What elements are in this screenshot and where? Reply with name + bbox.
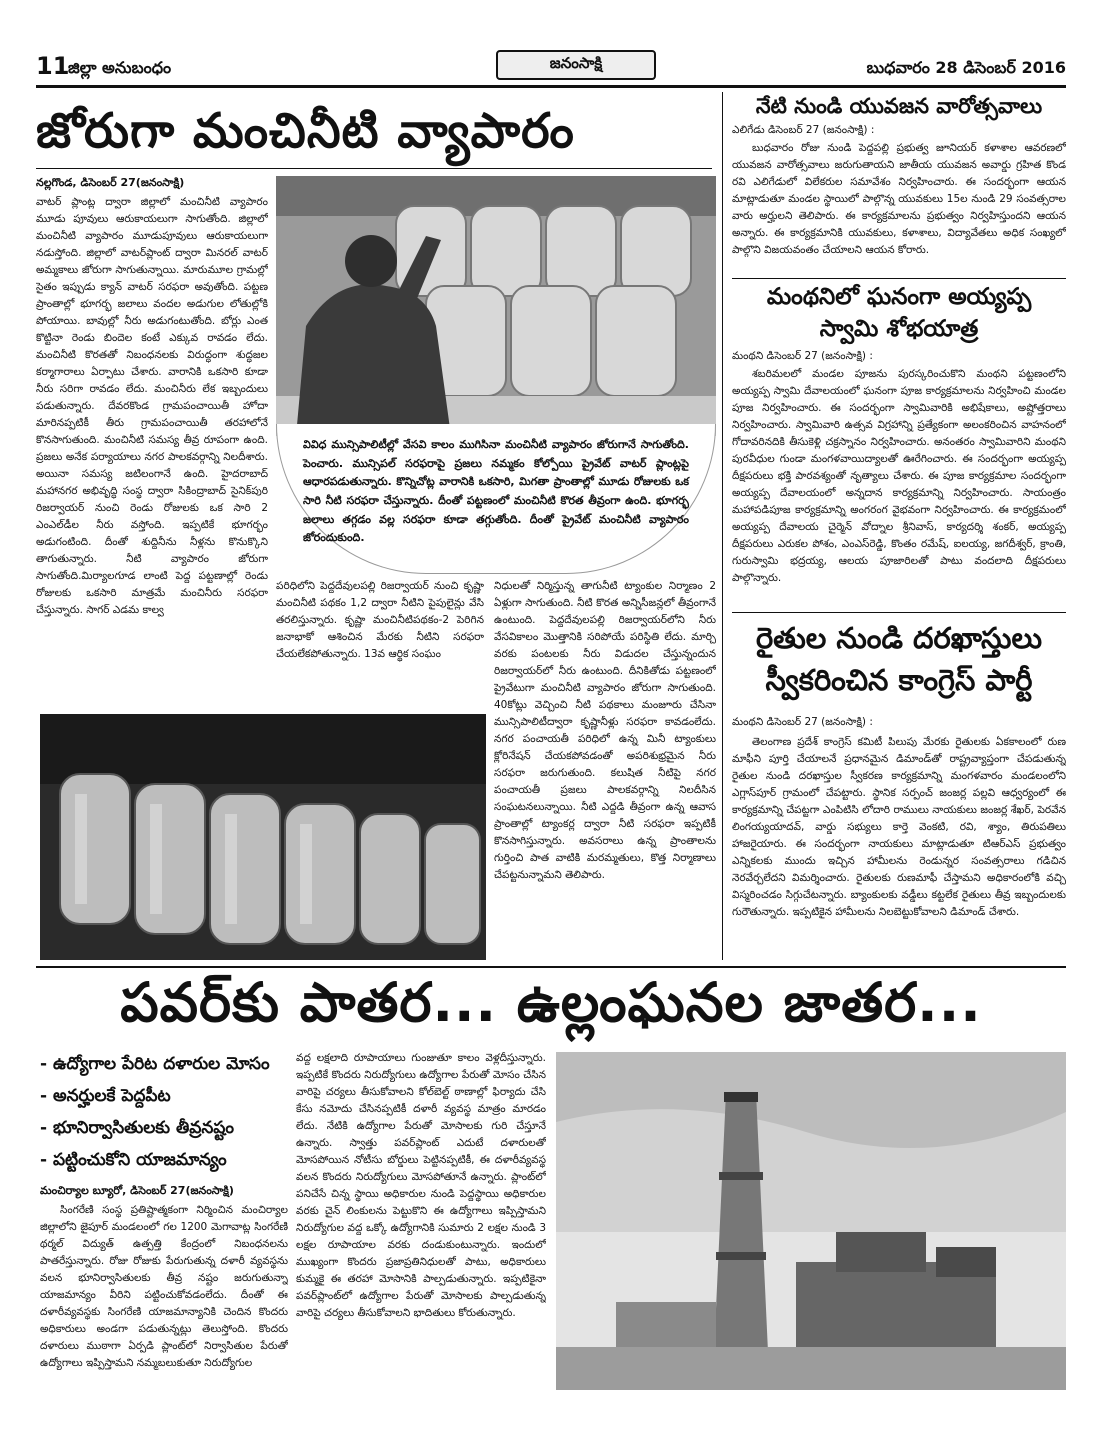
logo-text: జనంసాక్షి bbox=[549, 54, 603, 72]
water-cans-photo bbox=[276, 176, 716, 436]
bullet-item: - అనర్హులకే పెద్దపీట bbox=[40, 1086, 171, 1106]
masthead-logo bbox=[496, 50, 656, 80]
section-name: జిల్లా అనుబంధం bbox=[68, 58, 172, 77]
divider bbox=[36, 966, 1066, 968]
ayyappa-headline-line2: స్వామి శోభయాత్ర bbox=[819, 316, 979, 342]
ayyappa-text: శబరిమలలో మండల పూజను పురస్కరించుకొని మంథని పట్టణంలోని అయ్యప్ప స్వామి దేవాలయంలో ఘనంగా పూజ కార్యక్రమాలను నిర్వహించి మండల పూజ నిర్వహించారు. ఈ సందర్భంగా స్వామివారికి అభిషేకాలు, అష్టోత్తరాలు నిర్వహించారు. స్వామివారి ఉత్సవ విగ్రహాన్ని ప్రత్యేకంగా అలంకరించిన వాహనంలో గోదావరినదికి తీసుకెళ్లి చక్రస్నానం నిర్వహించారు. అనంతరం స్వామివారిని మంథని పురవీధుల గుండా మంగళవాయిద్యాలతో ఊరేగించారు. ఈ సందర్భంగా అయ్యప్ప దీక్షపరులు భక్తి పారవశ్యంతో నృత్యాలు చేశారు. ఈ పూజ కార్యక్రమాల సందర్భంగా అయ్యప్ప దేవాలయంలో అన్నదాన కార్యక్రమాన్ని నిర్వహించారు. సాయంత్రం మహాపడిపూజ కార్యక్రమాన్ని అంగరంగ వైభవంగా నిర్వహించారు. ఈ కార్యక్రమంలో అయ్యప్ప దేవాలయ చైర్మెన్ వోద్నాల శ్రీనివాస్, కార్యదర్శి శంకర్, అయ్యప్ప దీక్షపరులు ఎరుకల పోశం, ఎంఎస్‌రెడ్డి, కొంతం రమేష్, ఐలయ్య, జగదీశ్వర్, క్రాంతి, గురుస్వామి భద్రయ్య, ఆలయ పూజారిలతో పాటు వందలాది దీక్షపరులు పాల్గొన్నారు. bbox=[732, 368, 1066, 584]
congress-headline-line1: రైతుల నుండి దరఖాస్తులు bbox=[755, 621, 1043, 655]
water-col3: నిధులతో నిర్మిస్తున్న తాగునీటి ట్యాంకుల నిర్మాణం 2 ఏళ్లుగా సాగుతుంది. నీటి కొరత అన్నిసీజన్లలో తీవ్రంగానే ఉంటుంది. పెద్దదేవులపల్లి రిజర్వాయర్‌లోని నీరు వేసవికాలం మొత్తానికి సరిపోయే పరిస్థితి లేదు. మార్చి వరకు పంటలకు నీరు విడుదల చేస్తున్నందున రిజర్వాయర్‌లో నీరు ఉంటుంది. దీనికితోడు పట్టణంలో ప్రైవేటుగా మంచినీటి వ్యాపారం జోరుగా సాగుతుంది. 40కోట్లు వెచ్చించి నీటి పథకాలు మంజూరు చేసినా మున్సిపాలిటీద్వారా కృష్ణానీళ్లు సరఫరా కావడంలేదు. నగర పంచాయతీ పరిధిలో ఉన్న మినీ ట్యాంకులు క్లోరినేషన్ చేయకపోవడంతో అపరిశుభ్రమైన నీరు సరఫరా జరుగుతుంది. కలుషిత నీటిపై నగర పంచాయతీ ప్రజలు పాలకవర్గాన్ని నిలదీసిన సంఘటనలున్నాయి. నీటి ఎద్దడి తీవ్రంగా ఉన్న ఆవాస ప్రాంతాల్లో ట్యాంకర్ల ద్వారా నీటి సరఫరా ఇప్పటికీ కొనసాగిస్తున్నారు. అవసరాలు ఉన్న ప్రాంతాలను గుర్తించి పాత వాటికి మరమ్మతులు, కొత్త నిర్మాణాలు చేపట్టనున్నామని తెలిపారు. bbox=[494, 580, 716, 881]
power-headline: పవర్‌కు పాతర... ఉల్లంఘనల జాతర... bbox=[120, 971, 982, 1034]
youth-text: బుధవారం రోజు నుండి పెద్దపల్లి ప్రభుత్వ జూనియర్ కళాశాల ఆవరణలో యువజన వారోత్సవాలు జరుగుతాయని జాతీయ యువజన అవార్డు గ్రహిత కొండ రవి ఎలిగేడులో విలేకరుల సమావేశం నిర్వహించారు. ఈ సందర్భంగా ఆయన మాట్లాడుతూ మండల స్థాయిలో పాల్గొన్న యువకులు 15ల నుండి 29 సంవత్సరాల వారు అర్హులని తెలిపారు. ఈ కార్యక్రమాలను ప్రభుత్వం నిర్వహిస్తుందని ఆయన అన్నారు. ఈ కార్యక్రమానికి యువకులు, కళాశాలు, విద్యావేతలు అధిక సంఖ్యలో పాల్గొని విజయవంతం చేయాలని ఆయన కోరారు. bbox=[732, 142, 1066, 256]
bullet-item: - ఉద్యోగాల పేరిట దళారుల మోసం bbox=[40, 1054, 270, 1074]
ayyappa-dateline: మంథని డిసెంబర్ 27 (జనంసాక్షి) : bbox=[732, 350, 873, 362]
water-headline: జోరుగా మంచినీటి వ్యాపారం bbox=[36, 103, 575, 159]
divider bbox=[732, 612, 1066, 613]
issue-date: బుధవారం 28 డిసెంబర్ 2016 bbox=[866, 58, 1066, 77]
bullet-item: - భూనిర్వాసితులకు తీవ్రనష్టం bbox=[40, 1118, 235, 1138]
water-col1: వాటర్ ప్లాంట్ల ద్వారా జిల్లాలో మంచినీటి వ్యాపారం మూడు పూవులు ఆరుకాయలుగా సాగుతోంది. జిల్లాలో మంచినీటి వ్యాపారం మూడుపూవులు ఆరుకాయలుగా నడుస్తోంది. జిల్లాలో వాటర్‌ప్లాంట్ ద్వారా మినరల్ వాటర్ అమ్మకాలు జోరుగా సాగుతున్నాయి. మారుమూల గ్రామల్లో సైతం ఇప్పుడు క్యాన్ వాటర్ సరఫరా అవుతోంది. పట్టణ ప్రాంతాల్లో భూగర్భ జలాలు వందల అడుగుల లోతుల్లోకి పోయాయి. బావుల్లో నీరు అడుగంటుతోంది. బోర్లు ఎంత కొట్టినా రెండు బిందెల కంటే ఎక్కువ రావడం లేదు. మంచినీటి కొరతతో నిబంధనలకు విరుద్ధంగా శుద్ధజల కర్మాగారాలు ఏర్పాటు చేశారు. వారానికి ఒకసారి కూడా నీరు సరిగా రావడం లేదు. మంచినీరు లేక ఇబ్బందులు పడుతున్నారు. దేవరకొండ గ్రామపంచాయితీ హోదా మారినప్పటికీ తీరు గ్రామపంచాయితీ తరహాలోనే కొనసాగుతుంది. మంచినీటి సమస్య తీవ్ర రూపంగా ఉంది. ప్రజలు అనేక పర్యాయాలు నగర పాలకవర్గాన్ని నిలదీశారు. అయినా సమస్య జటిలంగానే ఉంది. హైదరాబాద్ మహానగర అభివృద్ధి సంస్థ ద్వారా సికింద్రాబాద్ సైనిక్‌పురి రిజర్వాయర్ నుంచి రెండు రోజులకు ఒక సారి 2 ఎంఎల్‌డీల నీరు వస్తోంది. ఇప్పటికే భూగర్భం అడుగంటింది. దీంతో శుద్దినీను నీళ్లను కొనుక్కొని తాగుతున్నారు. నీటి వ్యాపారం జోరుగా సాగుతోంది.మిర్యాలగూడ లాంటి పెద్ద పట్టణాల్లో రెండు రోజులకు ఒకసారి మాత్రమే మంచినీరు సరఫరా చేస్తున్నారు. సాగర్ ఎడమ కాల్వ bbox=[36, 196, 268, 616]
water-col2: పరిధిలోని పెద్దదేవులపల్లి రిజర్వాయర్ నుంచి కృష్ణా మంచినీటి పథకం 1,2 ద్వారా నీటిని పైపులైన్లు వేసి తరలిస్తున్నారు. కృష్ణా మంచినీటిపథకం-2 పెరిగిన జనాభాకో ఆశించిన మేరకు నీటిని సరఫరా చేయలేకపోతున్నారు. 13వ ఆర్థిక సంఘం bbox=[276, 580, 484, 660]
page-header bbox=[36, 48, 1066, 88]
congress-text: తెలంగాణ ప్రదేశ్ కాంగ్రెస్ కమిటీ పిలుపు మేరకు రైతులకు ఏకకాలంలో రుణ మాఫీని పూర్తి చేయాలనే ప్రధానమైన డిమాండ్‌తో రాష్ట్రవ్యాప్తంగా చేపడుతున్న రైతుల నుండి దరఖాస్తుల స్వీకరణ కార్యక్రమాన్ని మంగళవారం మండలంలోని ఎగ్లాస్‌పూర్ గ్రామంలో చేపట్టారు. స్థానిక సర్పంచ్ జంజర్ల పల్లవి ఆధ్వర్యంలో ఈ కార్యక్రమాన్ని చేపట్టగా ఎంపిటిసి లోదారి రాములు నాయకులు జంజర్ల శేఖర్, పెరవేన లింగయ్యయాదవ్, వార్డు సభ్యులు కార్తె వెంకటి, రవి, శ్యాం, తిరుపతిలు హాజరైయారు. ఈ సందర్భంగా నాయకులు మాట్లాడుతూ టిఆర్ఎస్ ప్రభుత్వం ఎన్నికలకు ముందు ఇచ్చిన హామీలను రెండున్నర సంవత్సరాలు గడిచిన నెరవేర్చలేదని విమర్శించారు. రైతులకు రుణమాఫీ చేస్తామని అధికారంలోకి వచ్చి విస్మరించడం సిగ్గుచేటన్నారు. బ్యాంకులకు వడ్డీలు కట్టలేక రైతులు తీవ్ర ఇబ్బందులకు గురౌతున్నారు. ఇప్పటికైన హామీలను నిలబెట్టుకోవాలని డిమాండ్ చేశారు. bbox=[732, 736, 1066, 918]
water-callout bbox=[276, 424, 716, 574]
ayyappa-headline-line1: మంథనిలో ఘనంగా అయ్యప్ప bbox=[766, 284, 1032, 310]
water-plant-photo bbox=[40, 714, 486, 960]
water-dateline: నల్లగొండ, డిసెంబర్ 27(జనంసాక్షి) bbox=[36, 176, 185, 189]
bullet-item: - పట్టించుకోని యాజమాన్యం bbox=[40, 1150, 227, 1170]
youth-dateline: ఎలిగేడు డిసెంబర్ 27 (జనంసాక్షి) : bbox=[732, 124, 875, 136]
power-col2: వద్ద లక్షలాది రూపాయాలు గుంజుతూ కాలం వెళ్లదీస్తున్నారు. ఇప్పటికే కొందరు నిరుద్యోగులు ఉద్యోగాల పేరుతో మోసం చేసిన వారిపై చర్యలు తీసుకోవాలని కోల్‌బెల్ట్ ఠాణాల్లో ఫిర్యాదు చేసి కేసు నమోదు చేసినప్పటికీ దళారీ వ్యవస్థ మాత్రం మారడం లేదు. నేటికి ఉద్యోగాల పేరుతో మోసాలకు గురి చేస్తూనే ఉన్నారు. స్వాత్తు పవర్‌ప్లాంట్ ఎదుటే దళారులతో మోసపోయిన నోటీసు బోర్డులు పెట్టినప్పటికీ, ఈ దళారీవ్యవస్థ వలన కొందరు నిరుద్యోగులు మోసపోతూనే ఉన్నారు. ప్లాంట్‌లో పనిచేసే చిన్న స్థాయి అధికారుల నుండి పెద్దస్థాయి అధికారుల వరకు చైన్ లింకులను పెట్టుకొని ఈ ఉద్యోగాలు ఇప్పిస్తామని నిరుద్యోగుల వద్ద ఒక్కో ఉద్యోగానికి సుమారు 2 లక్షల నుండి 3 లక్షల రూపాయాల వరకు దండుకుంటున్నారు. ఇందులో ముఖ్యంగా కొందరు ప్రజాప్రతినిధులతో పాటు, అధికారులు కుమ్మకై ఈ తరహా మోసానికి పాల్పడుతున్నారు. ఇప్పటికైనా పవర్‌ప్లాంట్‌లో ఉద్యోగాల పేరుతో మోసాలకు పాల్పడుతున్న వారిపై చర్యలు తీసుకోవాలని భాదితులు కోరుతున్నారు. bbox=[296, 1052, 546, 1319]
page-number: 11 bbox=[36, 52, 70, 80]
power-bullets bbox=[40, 1054, 290, 1182]
column-divider bbox=[722, 92, 723, 960]
divider bbox=[36, 168, 712, 169]
divider bbox=[732, 278, 1066, 279]
congress-dateline: మంథని డిసెంబర్ 27 (జనంసాక్షి) : bbox=[732, 716, 873, 728]
congress-headline-line2: స్వీకరించిన కాంగ్రెస్ పార్టీ bbox=[765, 663, 1033, 697]
power-col1: సింగరేణి సంస్థ ప్రతిష్టాత్మకంగా నిర్మించిన మంచిర్యాల జిల్లాలోని జైపూర్ మండలంలో గల 1200 మెగావాట్ల సింగరేణి థర్మల్ విద్యుత్ ఉత్పత్తి కేంద్రంలో నిబంధనలను పాతరేస్తున్నారు. రోజు రోజుకు పేరుగుతున్న దళారీ వ్యవస్థను వలన భూనిర్వాసితులకు తీవ్ర నష్టం జరుగుతున్నా యాజమాన్యం వీరిని పట్టించుకోవడంలేదు. దీంతో ఈ దళారీవ్యవస్థకు సింగరేణి యాజమాన్యానికి చెందిన కొందరు అధికారులు అండగా పడుతున్నట్లు తెలుస్తోంది. కొందరు దళారులు ముఠాగా ఏర్పడి ప్లాంట్‌లో నిర్వాసితుల పేరుతో ఉద్యోగాలు ఇప్పిస్తామని నమ్మబలుకుతూ నిరుద్యోగుల bbox=[40, 1204, 288, 1369]
callout-text: వివిధ మున్సిపాలిటీల్లో వేసవి కాలం ముగిసినా మంచినీటి వ్యాపారం జోరుగానే సాగుతోంది. పెంచారు. మున్సిపల్ సరఫరాపై ప్రజలు నమ్మకం కోల్పోయి ప్రైవేట్ వాటర్ ప్లాంట్లపై ఆధారపడుతున్నారు. కొన్నిచోట్ల వారానికి ఒకసారి, మిగతా ప్రాంతాల్లో మూడు రోజులకు ఒక సారి నీటి సరఫరా చేస్తున్నారు. దీంతో పట్టణంలో మంచినీటి కొరత తీవ్రంగా ఉంది. భూగర్భ జలాలు తగ్గడం వల్ల సరఫరా కూడా తగ్గుతోంది. దీంతో ప్రైవేట్ మంచినీటి వ్యాపారం జోరందుకుంది. bbox=[303, 438, 689, 545]
power-dateline: మంచిర్యాల బ్యూరో, డిసెంబర్ 27(జనంసాక్షి) bbox=[40, 1184, 234, 1197]
youth-headline: నేటి నుండి యువజన వారోత్సవాలు bbox=[755, 94, 1043, 118]
power-plant-photo bbox=[556, 1052, 1066, 1390]
